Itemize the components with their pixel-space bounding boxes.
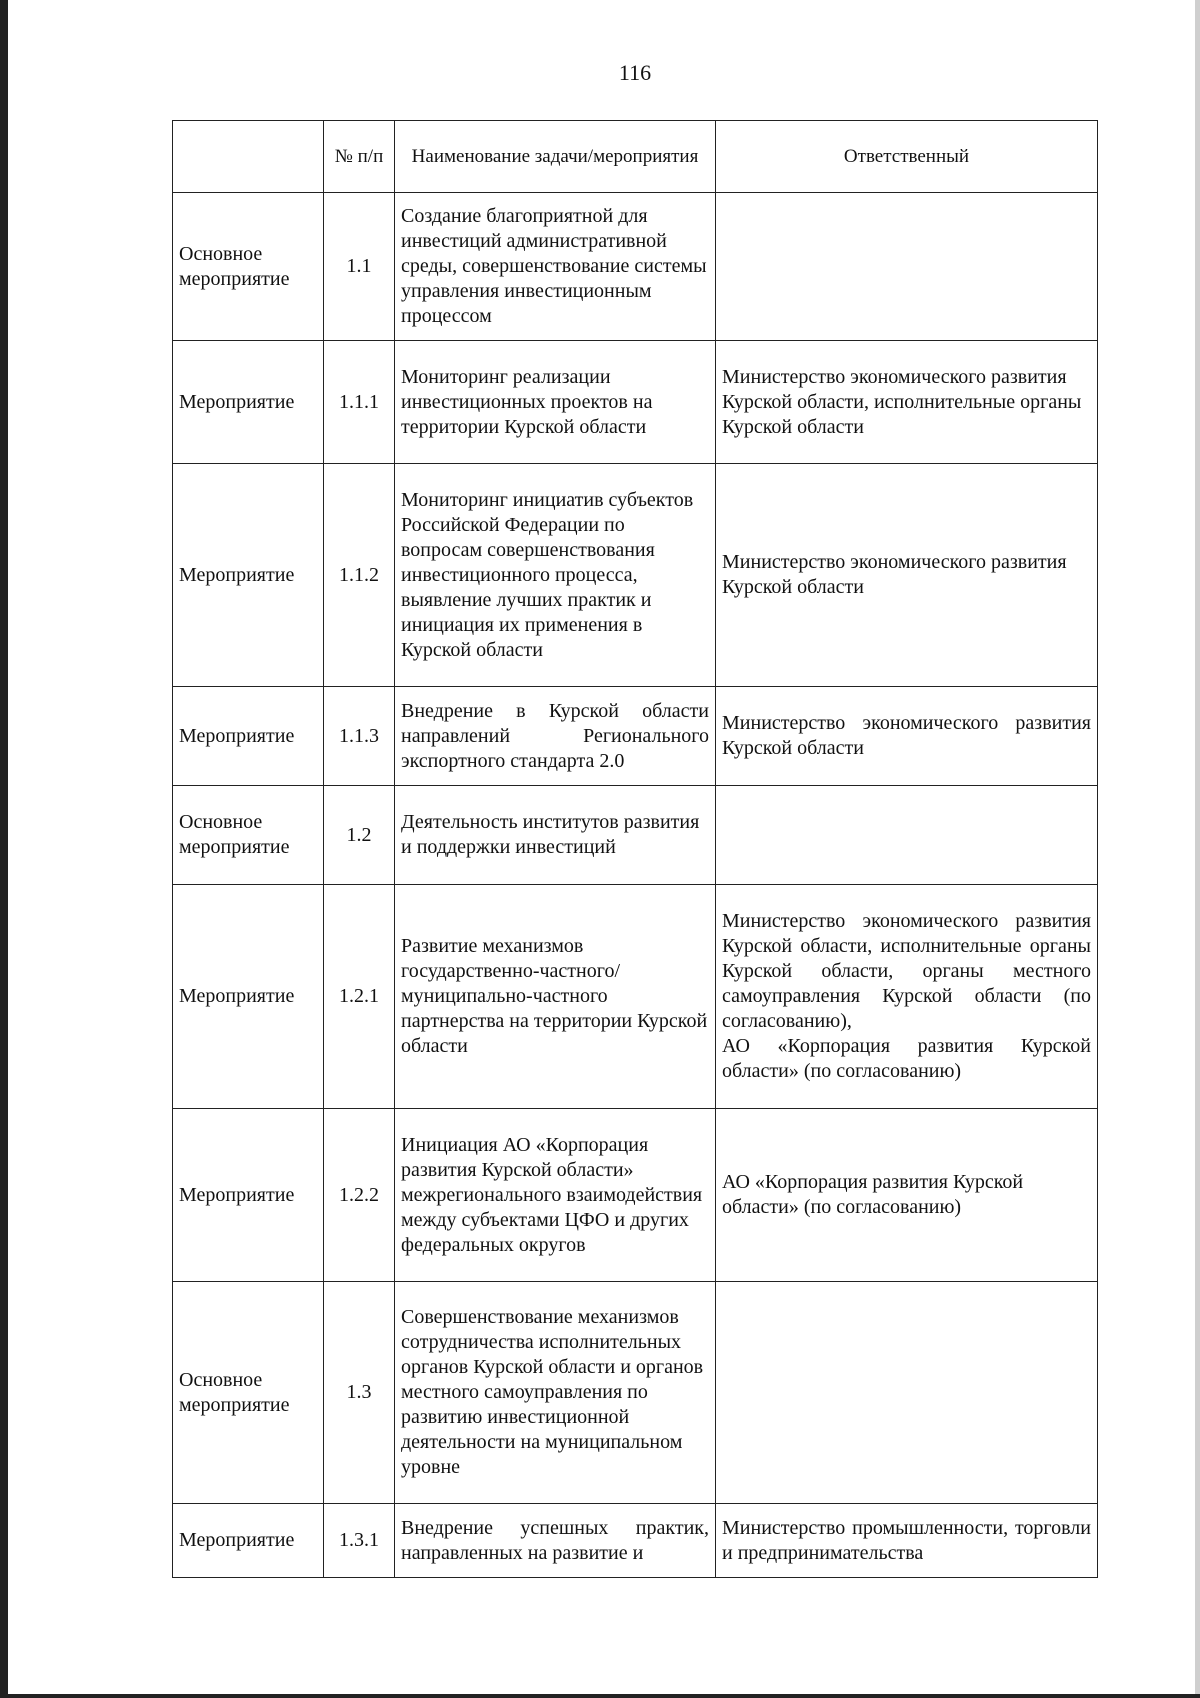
row-number: 1.1.1 — [324, 341, 395, 464]
row-number: 1.3 — [324, 1282, 395, 1504]
row-responsible: Министерство экономического развития Курской области, исполнительные органы Курской области — [716, 341, 1098, 464]
table-row — [173, 464, 1098, 687]
row-name: Совершенствование механизмов сотрудничества исполнительных органов Курской области и органов местного самоуправления по развитию инвестиционной деятельности на муниципальном уровне — [395, 1282, 716, 1504]
row-responsible: Министерство промышленности, торговли и предпринимательства — [716, 1504, 1098, 1578]
row-name: Создание благоприятной для инвестиций административной среды, совершенствование системы управления инвестиционным процессом — [395, 193, 716, 341]
measures-table — [172, 120, 1098, 1578]
row-responsible — [716, 786, 1098, 885]
row-responsible: АО «Корпорация развития Курской области» (по согласованию) — [716, 1109, 1098, 1282]
table-row — [173, 786, 1098, 885]
row-number: 1.1 — [324, 193, 395, 341]
row-number: 1.2.2 — [324, 1109, 395, 1282]
table-row — [173, 1504, 1098, 1578]
table-row — [173, 1109, 1098, 1282]
header-number: № п/п — [324, 121, 395, 193]
row-name: Внедрение в Курской области направлений Регионального экспортного стандарта 2.0 — [395, 687, 716, 786]
row-name: Мониторинг реализации инвестиционных проектов на территории Курской области — [395, 341, 716, 464]
row-name: Деятельность институтов развития и поддержки инвестиций — [395, 786, 716, 885]
row-number: 1.1.2 — [324, 464, 395, 687]
page-number: 116 — [618, 60, 652, 85]
header-name: Наименование задачи/мероприятия — [395, 121, 716, 193]
header-type — [173, 121, 324, 193]
table-row — [173, 885, 1098, 1109]
row-number: 1.2.1 — [324, 885, 395, 1109]
scan-edge-bottom — [0, 1694, 1200, 1698]
row-type: Мероприятие — [173, 464, 324, 687]
scan-edge-left — [0, 0, 8, 1698]
row-number: 1.3.1 — [324, 1504, 395, 1578]
table-row — [173, 687, 1098, 786]
scan-edge-right — [1195, 0, 1200, 1698]
table-row — [173, 341, 1098, 464]
row-type: Мероприятие — [173, 341, 324, 464]
row-type: Мероприятие — [173, 885, 324, 1109]
row-type: Основное мероприятие — [173, 193, 324, 341]
row-name: Внедрение успешных практик, направленных на развитие и — [395, 1504, 716, 1578]
row-responsible — [716, 193, 1098, 341]
row-type: Мероприятие — [173, 687, 324, 786]
table-row — [173, 1282, 1098, 1504]
row-type: Основное мероприятие — [173, 786, 324, 885]
row-number: 1.2 — [324, 786, 395, 885]
row-responsible — [716, 885, 1098, 1109]
row-type: Мероприятие — [173, 1109, 324, 1282]
row-number: 1.1.3 — [324, 687, 395, 786]
row-name: Развитие механизмов государственно-частного/муниципально-частного партнерства на территории Курской области — [395, 885, 716, 1109]
header-responsible: Ответственный — [716, 121, 1098, 193]
row-responsible: Министерство экономического развития Курской области — [716, 464, 1098, 687]
responsible-part-2: АО «Корпорация развития Курской области» (по согласованию) — [722, 1035, 1091, 1082]
row-name: Мониторинг инициатив субъектов Российской Федерации по вопросам совершенствования инвестиционного процесса, выявление лучших практик и инициация их применения в Курской области — [395, 464, 716, 687]
row-type: Мероприятие — [173, 1504, 324, 1578]
row-type: Основное мероприятие — [173, 1282, 324, 1504]
row-responsible: Министерство экономического развития Курской области — [716, 687, 1098, 786]
responsible-part-1: Министерство экономического развития Курской области, исполнительные органы Курской области, органы местного самоуправления Курской области (по согласованию), — [722, 910, 1091, 1032]
table-row — [173, 193, 1098, 341]
table-header-row — [173, 121, 1098, 193]
row-name: Инициация АО «Корпорация развития Курской области» межрегионального взаимодействия между субъектами ЦФО и других федеральных округов — [395, 1109, 716, 1282]
row-responsible — [716, 1282, 1098, 1504]
